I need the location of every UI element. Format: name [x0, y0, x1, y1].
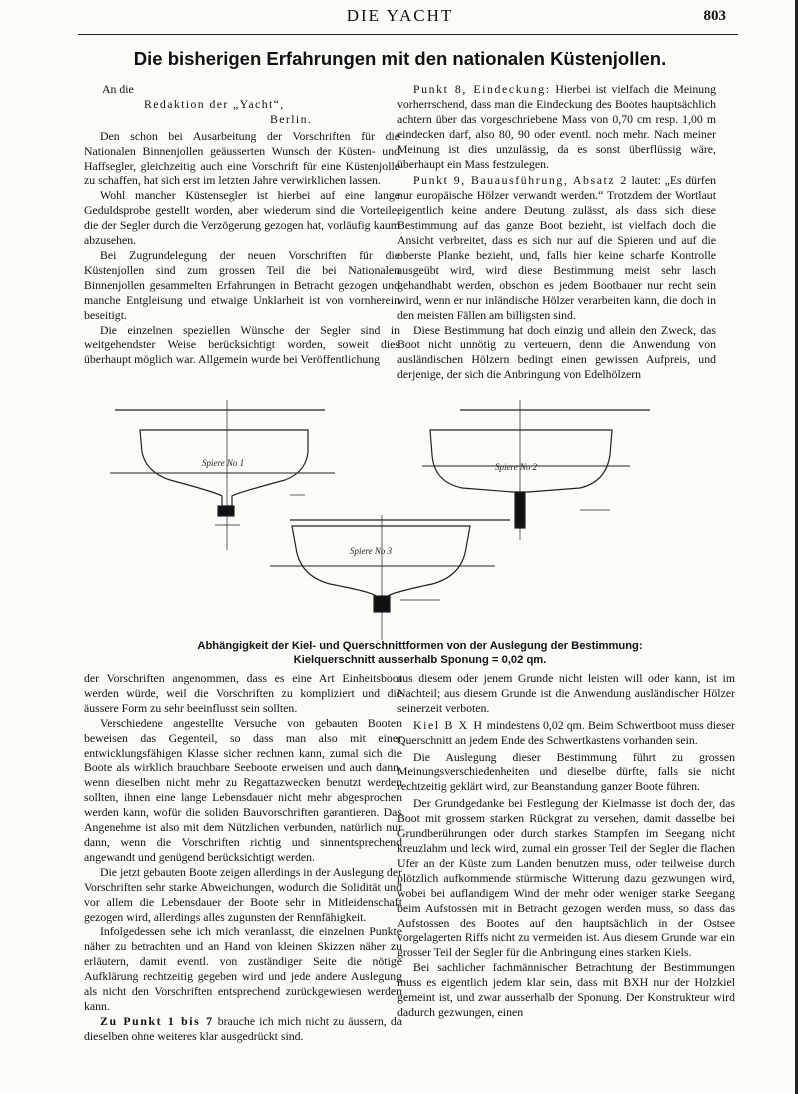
hull-section-1 [110, 400, 335, 550]
paragraph: Die jetzt gebauten Boote zeigen allerdings in der Auslegung der Vorschriften sehr starke Abweichungen, wodurch die Solidität und vor allem die Lebensdauer der Boote sehr in Mitleidenschaft gezogen wird, allerdings alles zugunsten der Rennfähigkeit. [84, 864, 402, 924]
paragraph-kiel [397, 718, 735, 748]
paragraph-text: Hierbei ist vielfach die Meinung vorherrschend, dass man die Eindeckung des Bootes hauptsächlich achtern über das vorgeschriebene Mass von 0,70 cm resp. 1,00 m eindecken darf, also 80, 90 oder eventl. noch mehr. Nach meiner Meinung ist dies unzulässig, da es sonst überflüssig wäre, überhaupt ein Mass festzulegen. [397, 82, 717, 171]
header-rule [78, 34, 738, 35]
column-right-bottom [397, 671, 735, 1020]
hull-drawings [110, 400, 750, 645]
spaced-lead: Kiel B X H [413, 717, 484, 732]
paragraph: Den schon bei Ausarbeitung der Vorschriften für die Nationalen Binnenjollen geäusserten Wunsch der Küsten- und Haffsegler, gleichzeitig auch eine Vorschrift für eine Küstenjolle zu schaffen, hat sich erst im letzten Jahre verwirklichen lassen. [84, 128, 400, 188]
spaced-lead: Punkt 8, Eindeckung: [413, 82, 551, 96]
spaced-lead: Punkt 9, Bauausführung, Absatz 2 [413, 173, 628, 188]
hull-section-3 [270, 515, 510, 640]
column-right-top [397, 82, 716, 382]
column-left-top [84, 82, 400, 367]
paragraph-text: brauche ich mich nicht zu äussern, da dieselben ohne weiteres klar ausgedrückt sind. [84, 1013, 402, 1043]
running-header [0, 6, 800, 30]
figure-caption [80, 640, 760, 667]
paragraph: der Vorschriften angenommen, dass es eine Art Einheitsboot werden würde, weil die Vorschriften zu kompliziert und die äussere Form zu sehr beeinflusst sein sollten. [84, 671, 402, 715]
paragraph: Die Auslegung dieser Bestimmung führt zu grossen Meinungsverschiedenheiten und dieselbe dürfte, falls sie nicht rechtzeitig geklärt wird, zur Beanstandung ganzer Boote führen. [397, 749, 735, 794]
paragraph-text: lautet: „Es dürfen nur europäische Hölzer verwandt werden.“ Trotzdem der Wortlaut eigentlich keine andere Deutung zulässt, als dass sich diese Bestimmung auf das ganze Boot bezieht, ist vielfach doch die Ansicht verbreitet, dass es sich nur auf die Spieren und auf die oberste Planke bezieht, und, falls hier keine scharfe Kontrolle ausgeübt wird, wird diese Bestimmung meist sehr lasch gehandhabt werden, obschon es jedem Bootbauer nur recht sein wird, wenn er nur inländische Hölzer verarbeiten kann, die doch in den meisten Fällen am billigsten sind. [397, 173, 716, 322]
spaced-lead: Zu Punkt 1 bis 7 [100, 1013, 214, 1028]
figure-label-2: Spiere No 2 [495, 462, 538, 472]
paragraph: Bei sachlicher fachmännischer Betrachtung der Bestimmungen muss es eigentlich jedem klar sein, dass mit BXH nur der Holzkiel gemeint ist, und zwar ausserhalb der Sponung. Der Konstrukteur wird dadurch gezwungen, einen [397, 960, 735, 1019]
figure-label-3: Spiere No 3 [350, 546, 393, 556]
paragraph: Die einzelnen speziellen Wünsche der Segler sind in weitgehendster Weise berücksichtigt worden, soweit dies überhaupt möglich war. Allgemein wurde bei Veröffentlichung [84, 322, 400, 367]
paragraph-text: mindestens 0,02 qm. Beim Schwertboot muss dieser Querschnitt an jedem Ende des Schwertkastens vorhanden sein. [397, 717, 735, 747]
journal-title: DIE YACHT [346, 6, 454, 25]
column-left-bottom [84, 671, 402, 1044]
paragraph-punkt-9 [397, 173, 716, 322]
caption-line-1: Abhängigkeit der Kiel- und Querschnittformen von der Auslegung der Bestimmung: [197, 640, 643, 652]
article-title: Die bisherigen Erfahrungen mit den nationalen Küstenjollen. [133, 48, 667, 69]
paragraph: Der Grundgedanke bei Festlegung der Kielmasse ist doch der, das Boot mit grossem starken Rückgrat zu versehen, damit dasselbe bei Grundberührungen oder durch starkes Stampfen im Seegang nicht kreuzlahm und leck wird, zumal ein grosser Teil der Segler die flachen Ufer an der Küste zum Landen benutzen muss, oder teilweise durch plötzlich aufkommende stürmische Witterung dazu gezwungen wird, wobei bei auflandigem Wind der mehr oder weniger starke Seegang beim Aufstossen mit in Betracht gezogen werden muss, so dass das Aufstossen des Bootes auf den hauptsächlich in der Ostsee vorgelagerten Riffs nicht zu vermeiden ist. Aus diesem Grunde war ein grosser Teil der Segler für die Anbringung eines starken Kiels. [397, 796, 735, 960]
paragraph: Verschiedene angestellte Versuche von gebauten Booten beweisen das Gegenteil, so dass man also mit einer entwicklungsfähigen Klasse sicher rechnen kann, zumal sich die Boote als wirklich brauchbare Seeboote erweisen und auch dann, wenn dieselben nicht mehr zu Regattazwecken benutzt werden sollten, ihnen eine lange Lebensdauer nicht mehr abgesprochen werden kann, wofür die soliden Bauvorschriften garantieren. Das Angenehme ist also mit dem Nützlichen verbunden, natürlich nur dann, wenn die Vorschriften richtig und sinnentsprechend angewandt und genügend berücksichtigt werden. [84, 715, 402, 864]
paragraph: Bei Zugrundelegung der neuen Vorschriften für die Küstenjollen sind zum grossen Teil die bei Nationalen Binnenjollen gesammelten Erfahrungen in Betracht gezogen und manche Entgleisung und etwaige Unklarheit ist von vornherein beseitigt. [84, 247, 400, 322]
address-line-1: An die [102, 82, 134, 96]
page-number: 803 [703, 8, 726, 24]
hull-section-figure [110, 400, 750, 645]
paragraph: Wohl mancher Küstensegler ist hierbei auf eine lange Geduldsprobe gestellt worden, aber wiederum sind die Vorteile, die der Segler durch die Verzögerung gezogen hat, vorläufig kaum abzusehen. [84, 188, 400, 248]
figure-label-1: Spiere No 1 [202, 458, 245, 468]
page-edge [795, 0, 798, 1094]
caption-line-2: Kielquerschnitt ausserhalb Sponung = 0,02 qm. [293, 653, 547, 666]
address-line-3: Berlin. [270, 111, 313, 126]
address-line-2: Redaktion der „Yacht“, [144, 96, 285, 111]
paragraph: Diese Bestimmung hat doch einzig und allein den Zweck, das Boot nicht unnötig zu verteuern, denn die Anwendung von ausländischen Hölzern bedingt einen gewissen Aufpreis, und derjenige, der sich die Anbringung von Edelhölzern [397, 322, 716, 382]
paragraph: Infolgedessen sehe ich mich veranlasst, die einzelnen Punkte näher zu betrachten und an Hand von kleinen Skizzen näher zu erläutern, damit eventl. von zuständiger Seite die nötige Aufklärung rechtzeitig gegeben wird und jede andere Auslegung als nicht den Vorschriften entsprechend zurückgewiesen werden kann. [84, 924, 402, 1013]
paragraph-punkt-1-7 [84, 1014, 402, 1044]
paragraph: aus diesem oder jenem Grunde nicht leisten will oder kann, ist im Nachteil; aus diesem Grunde ist die Anwendung ausländischer Hölzer seinerzeit verboten. [397, 671, 735, 715]
paragraph-punkt-8 [397, 82, 716, 171]
